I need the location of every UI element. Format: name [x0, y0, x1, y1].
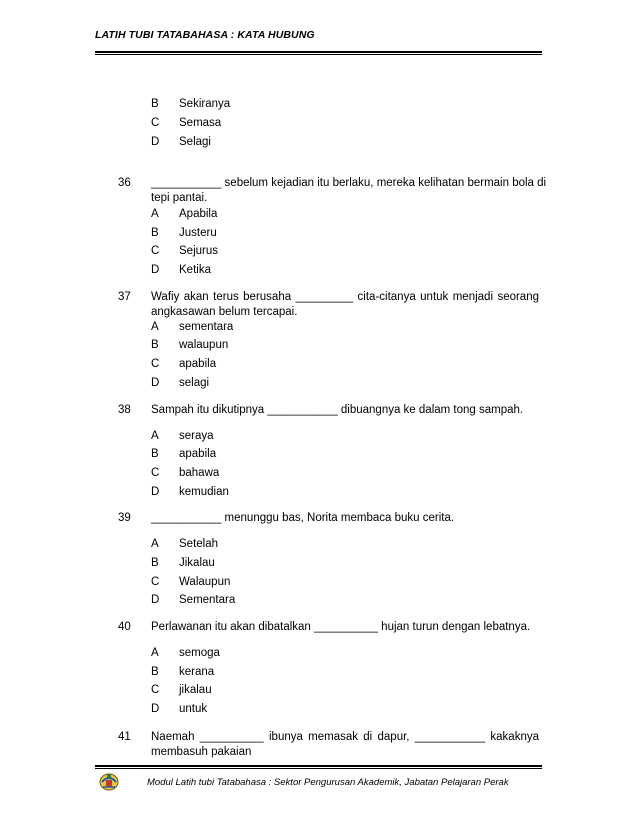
question-number: 38: [118, 404, 131, 416]
question-number: 41: [118, 731, 131, 743]
question-text: Naemah __________ ibunya memasak di dapur, ___________ kakaknya membasuh pakaian: [151, 731, 539, 758]
question-number: 37: [118, 291, 131, 303]
question-number: 40: [118, 621, 131, 633]
question-text: Wafiy akan terus berusaha _________ cita-citanya untuk menjadi seorang angkasawan belum tercapai.: [151, 291, 539, 318]
question-text: ___________ sebelum kejadian itu berlaku, mereka kelihatan bermain bola di tepi pantai.: [151, 177, 547, 204]
question-text: Perlawanan itu akan dibatalkan __________ hujan turun dengan lebatnya.: [151, 621, 531, 633]
footer-divider: [95, 765, 542, 767]
state-crest-icon: [98, 770, 120, 792]
footer-caption: Modul Latih tubi Tatabahasa : Sektor Pengurusan Akademik, Jabatan Pelajaran Perak: [147, 777, 509, 788]
question-number: 36: [118, 177, 131, 189]
header-divider: [95, 51, 542, 53]
question-number: 39: [118, 512, 131, 524]
header-divider-thin: [95, 54, 542, 55]
question-text: ___________ menunggu bas, Norita membaca buku cerita.: [151, 512, 455, 524]
footer-divider-thin: [95, 768, 542, 769]
page-header-title: LATIH TUBI TATABAHASA : KATA HUBUNG: [95, 29, 315, 41]
question-text: Sampah itu dikutipnya ___________ dibuangnya ke dalam tong sampah.: [151, 404, 524, 416]
